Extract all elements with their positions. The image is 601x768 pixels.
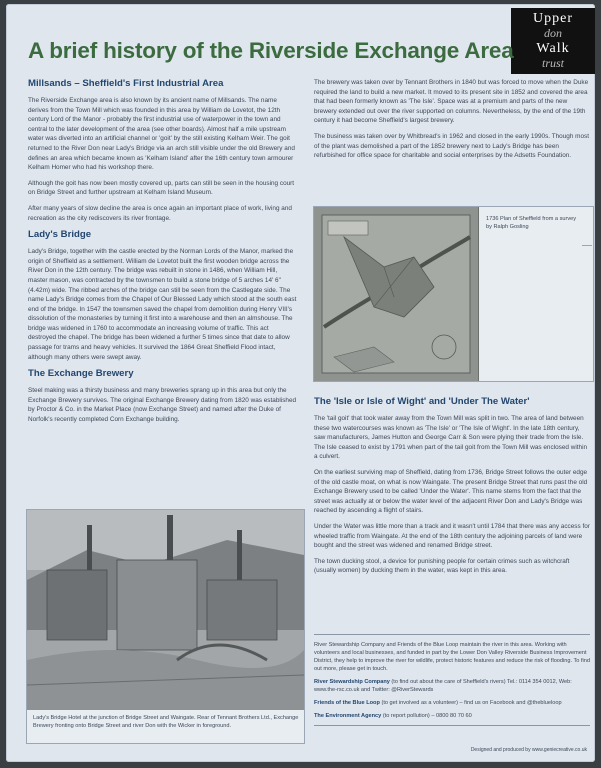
rsc-contact: [314, 678, 590, 694]
fbl-text: (to get involved as a volunteer) – find us on Facebook and @theblueloop: [381, 700, 562, 706]
isle-paragraph-4: The town ducking stool, a device for punishing people for certain crimes such as witchcraft (usually women) by ducking them in the water, was kept in this area.: [314, 557, 570, 575]
ladys-bridge-paragraph: Lady's Bridge, together with the castle erected by the Norman Lords of the Manor, marked the origin of Sheffield as a settlement. William de Lovetot built the first wooden bridge across the River Don in the 12th century. The bridge was rebuilt in stone in 1486, when William Hill, master mason, was contracted by the townsmen to build a stone bridge of 5 arches 14' 6" (4.42m) wide. The ribbed arches of the bridge can still be seen from the Castlegate side. The name Lady's Bridge comes from the Chapel of Our Blessed Lady which stood at the south east end of the bridge. In 1547 the townsmen saved the chapel from demolition during Henry VIII's dissolution of the monasteries by turning it first into a warehouse and then an almshouse. The bridge was widened in 1760 to accommodate an increasing volume of traffic. This act destroyed the chapel. The bridge has been widened a further 5 times since that date to allow passage for trams and heavy vehicles. It survived the 1864 Great Sheffield Flood intact, although many others were swept away.: [28, 248, 297, 361]
millsands-paragraph-3: After many years of slow decline the area is once again an important place of work, living and recreation as the city rediscovers its river frontage.: [28, 204, 292, 222]
map-1736-image: [314, 207, 479, 381]
logo-line-1: Upper: [533, 11, 573, 26]
fbl-label: Friends of the Blue Loop: [314, 700, 380, 706]
isle-paragraph-1: The 'tail goit' that took water away from the Town Mill was split in two. The area of land between these two watercourses was known as 'The Isle' or 'The Isle of Wight'. In the late 18th century, saw manufacturers, James Hutton and George Carr & Son were plying their trade from the Isle. The Isle ceased to exist by 1791 when part of the tail goit from the Town Mill was enclosed within a culvert.: [314, 415, 588, 461]
upper-don-walk-trust-logo: [511, 8, 595, 74]
left-column: [28, 78, 298, 431]
exchange-brewery-paragraph: Steel making was a thirsty business and many breweries sprang up in this area but only the Exchange Brewery survives. The original Exchange Brewery dating from 1820 was established by Proctor & Co. in the Market Place (now Exchange Street) and named after the Duke of Norfolk's recently completed Corn Exchange building.: [28, 387, 297, 424]
design-credit: Designed and produced by www.geniecreative.co.uk: [470, 747, 587, 753]
ea-text: (to report pollution) – 0800 80 70 60: [382, 713, 472, 719]
isle-paragraph-2: On the earliest surviving map of Sheffield, dating from 1736, Bridge Street follows the outer edge of the old castle moat, on what is now Waingate. The present Bridge Street that runs past the old Exchange Brewery used to be called 'Under the Water'. This name stems from the fact that the street was actually at or below the water level of the adjacent River Don and Lady's Bridge was reached by ascending a flight of stairs.: [314, 468, 588, 515]
engraving-illustration: [27, 510, 304, 710]
logo-line-3: Walk: [536, 41, 570, 56]
millsands-paragraph-1: The Riverside Exchange area is also known by its ancient name of Millsands. The name derives from the Town Mill which was founded in this area by William de Lovetot, the 12th century Lord of the Manor - probably the first industrial use of waterpower in the town and central to the later development of the area (see other boards). Almost half a mile upstream water was diverted into an artificial channel or 'goit' by the still existing Kelham Weir. The goit returned to the River Don near Lady's Bridge via an arch still visible under the old Brewery and defines an area which became known as 'Kelham Island' after the 16th century town armourer Kelham Homer who had his workshop there.: [28, 97, 295, 172]
page-title: A brief history of the Riverside Exchange Area: [28, 38, 514, 63]
isle-heading: The 'Isle or Isle of Wight' and 'Under The Water': [314, 396, 530, 407]
map-illustration: [314, 207, 478, 381]
historic-map-figure: [313, 206, 594, 382]
rsc-label: River Stewardship Company: [314, 679, 390, 685]
brewery-engraving-figure: [26, 509, 305, 744]
isle-paragraph-3: Under the Water was little more than a track and it wasn't until 1784 that there was any access for wheeled traffic from Waingate. At the end of the 18th century the adjoining parcels of land were bought and the street was widened and renamed Bridge street.: [314, 522, 590, 550]
engraving-caption: Lady's Bridge Hotel at the junction of Bridge Street and Waingate. Rear of Tennant Brothers Ltd., Exchange Brewery fronting onto Bridge Street and river Don with the Wicker in foreground.: [33, 715, 299, 729]
footer-divider: [314, 634, 590, 635]
information-board: [6, 4, 595, 762]
footer-divider-bottom: [314, 725, 590, 726]
rsc-text: (to find out about the care of Sheffield's rivers) Tel.: 0114 354 0012, Web: www.the-rsc.co.uk and Twitter: @RiverStewards: [314, 679, 572, 693]
right-column-top: [314, 78, 590, 167]
ea-contact: [314, 712, 590, 720]
logo-line-2: don: [544, 26, 562, 40]
ladys-bridge-heading: Lady's Bridge: [28, 229, 92, 241]
fbl-contact: [314, 699, 590, 707]
map-caption: 1736 Plan of Sheffield from a survey by Ralph Gosling: [486, 216, 577, 230]
ea-label: The Environment Agency: [314, 713, 382, 719]
millsands-heading: Millsands – Sheffield's First Industrial Area: [28, 78, 224, 89]
contact-footer: [314, 632, 590, 732]
logo-line-4: trust: [541, 56, 564, 70]
footer-intro: River Stewardship Company and Friends of the Blue Loop maintain the river in this area. Working with volunteers and local businesses, and funded in part by the Lower Don Valley Riverside Business Improvement District, they help to improve the river for wildlife, protect historic features and reduce the risk of flooding. To find out more, please get in touch.: [314, 642, 590, 672]
brewery-paragraph-2: The business was taken over by Whitbread's in 1962 and closed in the early 1990s. Though most of the plant was demolished a part of the 1852 brewery next to Lady's Bridge has been refurbished for office space for charitable and social enterprises by the Adsetts Foundation.: [314, 132, 589, 160]
brewery-engraving-image: [27, 510, 304, 710]
right-column-bottom: [314, 396, 590, 582]
brewery-paragraph-1: The brewery was taken over by Tennant Brothers in 1840 but was forced to move when the Duke required the land to build a new market. It moved to its present site in 1852 and covered the area that had been formerly known as 'The Isle'. Space was at a premium and parts of the new brewery extended out over the river supported on columns. Nevertheless, by the end of the 19th century it had become Sheffield's largest brewery.: [314, 79, 589, 125]
caption-leader-line: [582, 245, 592, 246]
millsands-paragraph-2: Although the goit has now been mostly covered up, parts can still be seen in the housing court on Bridge Street and further upstream at Kelham Island Museum.: [28, 179, 295, 197]
exchange-brewery-heading: The Exchange Brewery: [28, 368, 134, 380]
